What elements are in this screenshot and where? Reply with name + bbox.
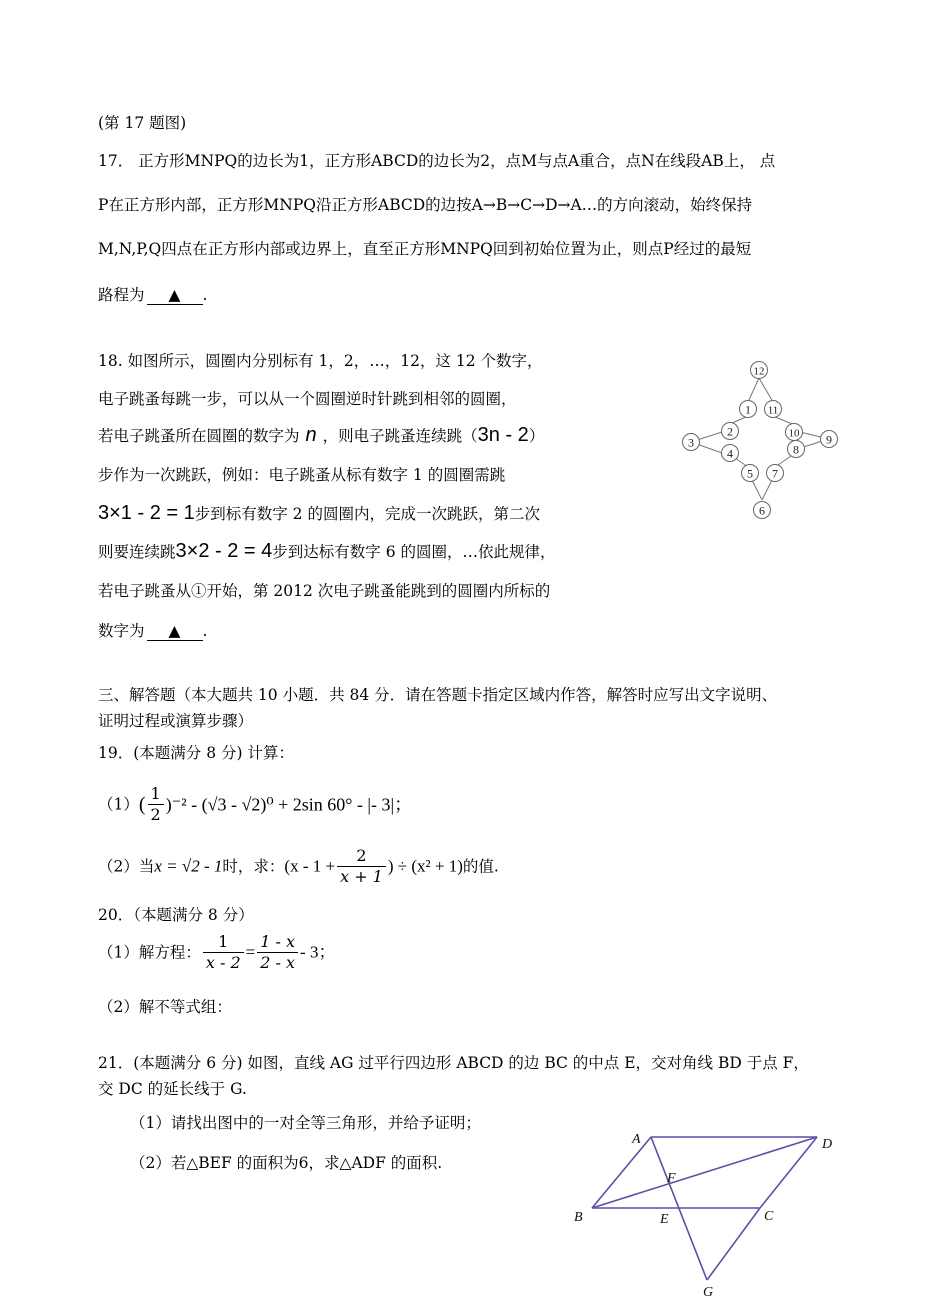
circle-label-12: 12 — [753, 365, 765, 378]
parallelogram-figure — [570, 1120, 840, 1300]
q19-part-2 — [98, 846, 499, 894]
q17-line-3: M,N,P,Q四点在正方形内部或边界上，直至正方形MNPQ回到初始位置为止，则点P经过的最短 — [98, 240, 752, 258]
q20-equals: = — [245, 942, 256, 962]
circle-label-9: 9 — [826, 432, 832, 447]
q19-part-1 — [98, 784, 412, 832]
q19-p2-expr-a: (x - 1 + — [284, 856, 336, 876]
q19-p1-label: （1） — [98, 795, 139, 814]
segment-CG — [707, 1208, 760, 1280]
q18-line-6-a: 则要连续跳 — [98, 543, 176, 561]
q20-frac1-num: 1 — [203, 932, 244, 953]
circle-label-3: 3 — [688, 435, 694, 450]
label-G: G — [703, 1285, 714, 1300]
q18-line-6 — [98, 540, 555, 563]
circle-label-10: 10 — [788, 427, 800, 440]
q18-expression-3n-2: 3n - 2 — [477, 424, 529, 446]
q20-frac2-den: 2 - x — [260, 953, 296, 972]
q18-answer-prefix: 数字为 — [98, 622, 145, 640]
figure-lines — [592, 1137, 817, 1280]
q19-p2-end: 的值. — [462, 857, 499, 876]
q17-line-2: P在正方形内部，正方形MNPQ沿正方形ABCD的边按A→B→C→D→A…的方向滚动，始终保持 — [98, 196, 753, 214]
q17-line-4 — [98, 284, 207, 306]
q18-line-3 — [98, 424, 544, 447]
q20-head: 20．（本题满分 8 分） — [98, 906, 254, 924]
label-F: F — [667, 1171, 676, 1186]
q18-variable-n: n — [305, 424, 317, 446]
q21-line-2: 交 DC 的延长线于 G. — [98, 1080, 247, 1098]
segment-AB — [592, 1137, 651, 1208]
q21-part-1: （1）请找出图中的一对全等三角形，并给予证明； — [130, 1114, 481, 1132]
q19-expression-rest: )⁻² - (√3 - √2)⁰ + 2sin 60° - |- 3|； — [165, 794, 413, 815]
q18-line-5-text: 步到标有数字 2 的圆圈内，完成一次跳跃，第二次 — [194, 505, 540, 523]
q19-p2-expr-b: ) ÷ (x² + 1) — [387, 856, 463, 876]
q19-frac2-num: 2 — [337, 846, 386, 867]
q18-line-3-c: ） — [528, 427, 545, 445]
figure-caption-17: (第 17 题图) — [98, 114, 187, 132]
q18-line-4: 步作为一次跳跃，例如：电子跳蚤从标有数字 1 的圆圈需跳 — [98, 466, 506, 484]
circle-label-8: 8 — [793, 442, 799, 457]
q18-line-3-a: 若电子跳蚤所在圆圈的数字为 — [98, 427, 300, 445]
label-E: E — [660, 1212, 669, 1227]
circle-label-6: 6 — [759, 503, 765, 518]
circle-diagram — [672, 352, 852, 527]
q20-frac2-num: 1 - x — [257, 932, 298, 953]
segment-BD — [592, 1137, 817, 1208]
q17-answer-suffix: . — [202, 286, 208, 304]
circle-label-7: 7 — [772, 466, 778, 481]
q17-line-1: 17． 正方形MNPQ的边长为1，正方形ABCD的边长为2，点M与点A重合，点N在线段AB上， 点 — [98, 152, 776, 170]
q19-condition: x = √2 - 1 — [154, 856, 223, 876]
q20-frac1-den: x - 2 — [205, 953, 241, 972]
q18-expression-2: 3×2 - 2 = 4 — [175, 540, 273, 562]
q18-line-8 — [98, 620, 207, 642]
q18-answer-blank: ▲ — [147, 622, 203, 641]
circle-label-2: 2 — [727, 424, 733, 439]
q20-fraction-left — [203, 932, 244, 973]
circle-label-11: 11 — [767, 404, 779, 417]
q21-part-2: （2）若△BEF 的面积为6，求△ADF 的面积. — [130, 1154, 443, 1172]
q19-p2-mid: 时，求： — [222, 857, 285, 876]
q18-line-7: 若电子跳蚤从①开始，第 2012 次电子跳蚤能跳到的圆圈内所标的 — [98, 582, 551, 600]
label-D: D — [822, 1137, 833, 1152]
circle-label-4: 4 — [727, 446, 733, 461]
q19-frac2-den: x + 1 — [340, 867, 383, 886]
q18-line-6-b: 步到达标有数字 6 的圆圈，…依此规律， — [272, 543, 556, 561]
q20-p1-label: （1）解方程： — [98, 943, 201, 962]
label-B: B — [574, 1210, 583, 1225]
circle-label-5: 5 — [747, 466, 753, 481]
q18-line-3-b: ，则电子跳蚤连续跳（ — [322, 427, 478, 445]
q19-p2-label: （2）当 — [98, 857, 155, 876]
q20-part-2: （2）解不等式组： — [98, 998, 232, 1016]
label-A: A — [632, 1132, 641, 1147]
q18-line-2: 电子跳蚤每跳一步，可以从一个圆圈逆时针跳到相邻的圆圈， — [98, 390, 517, 408]
q21-line-1: 21．(本题满分 6 分) 如图，直线 AG 过平行四边形 ABCD 的边 BC 的中点 E，交对角线 BD 于点 F， — [98, 1054, 809, 1072]
segment-DC — [760, 1137, 817, 1208]
q18-line-5 — [98, 502, 540, 525]
section-3-heading-2: 证明过程或演算步骤） — [98, 712, 254, 730]
circle-connectors — [691, 378, 829, 500]
q20-part-1 — [98, 932, 335, 980]
q18-line-1: 18. 如图所示，圆圈内分别标有 1，2，…，12，这 12 个数字， — [98, 352, 543, 370]
q20-fraction-right — [257, 932, 298, 973]
q17-answer-prefix: 路程为 — [98, 286, 145, 304]
circle-label-1: 1 — [745, 402, 751, 417]
q19-frac-num: 1 — [148, 784, 164, 805]
q19-frac-den: 2 — [150, 805, 161, 824]
q19-fraction-2 — [337, 846, 386, 887]
q19-fraction-half — [148, 784, 164, 825]
label-C: C — [764, 1209, 774, 1224]
q19-head: 19．(本题满分 8 分) 计算： — [98, 744, 294, 762]
q20-p1-rest: - 3； — [300, 942, 336, 962]
q18-answer-suffix: . — [202, 622, 208, 640]
q18-expression-1: 3×1 - 2 = 1 — [98, 502, 195, 524]
q17-answer-blank: ▲ — [147, 286, 203, 305]
section-3-heading: 三、解答题（本大题共 10 小题．共 84 分．请在答题卡指定区域内作答，解答时应写出文字说明、 — [98, 686, 778, 704]
q19-open-paren: ( — [138, 793, 146, 816]
